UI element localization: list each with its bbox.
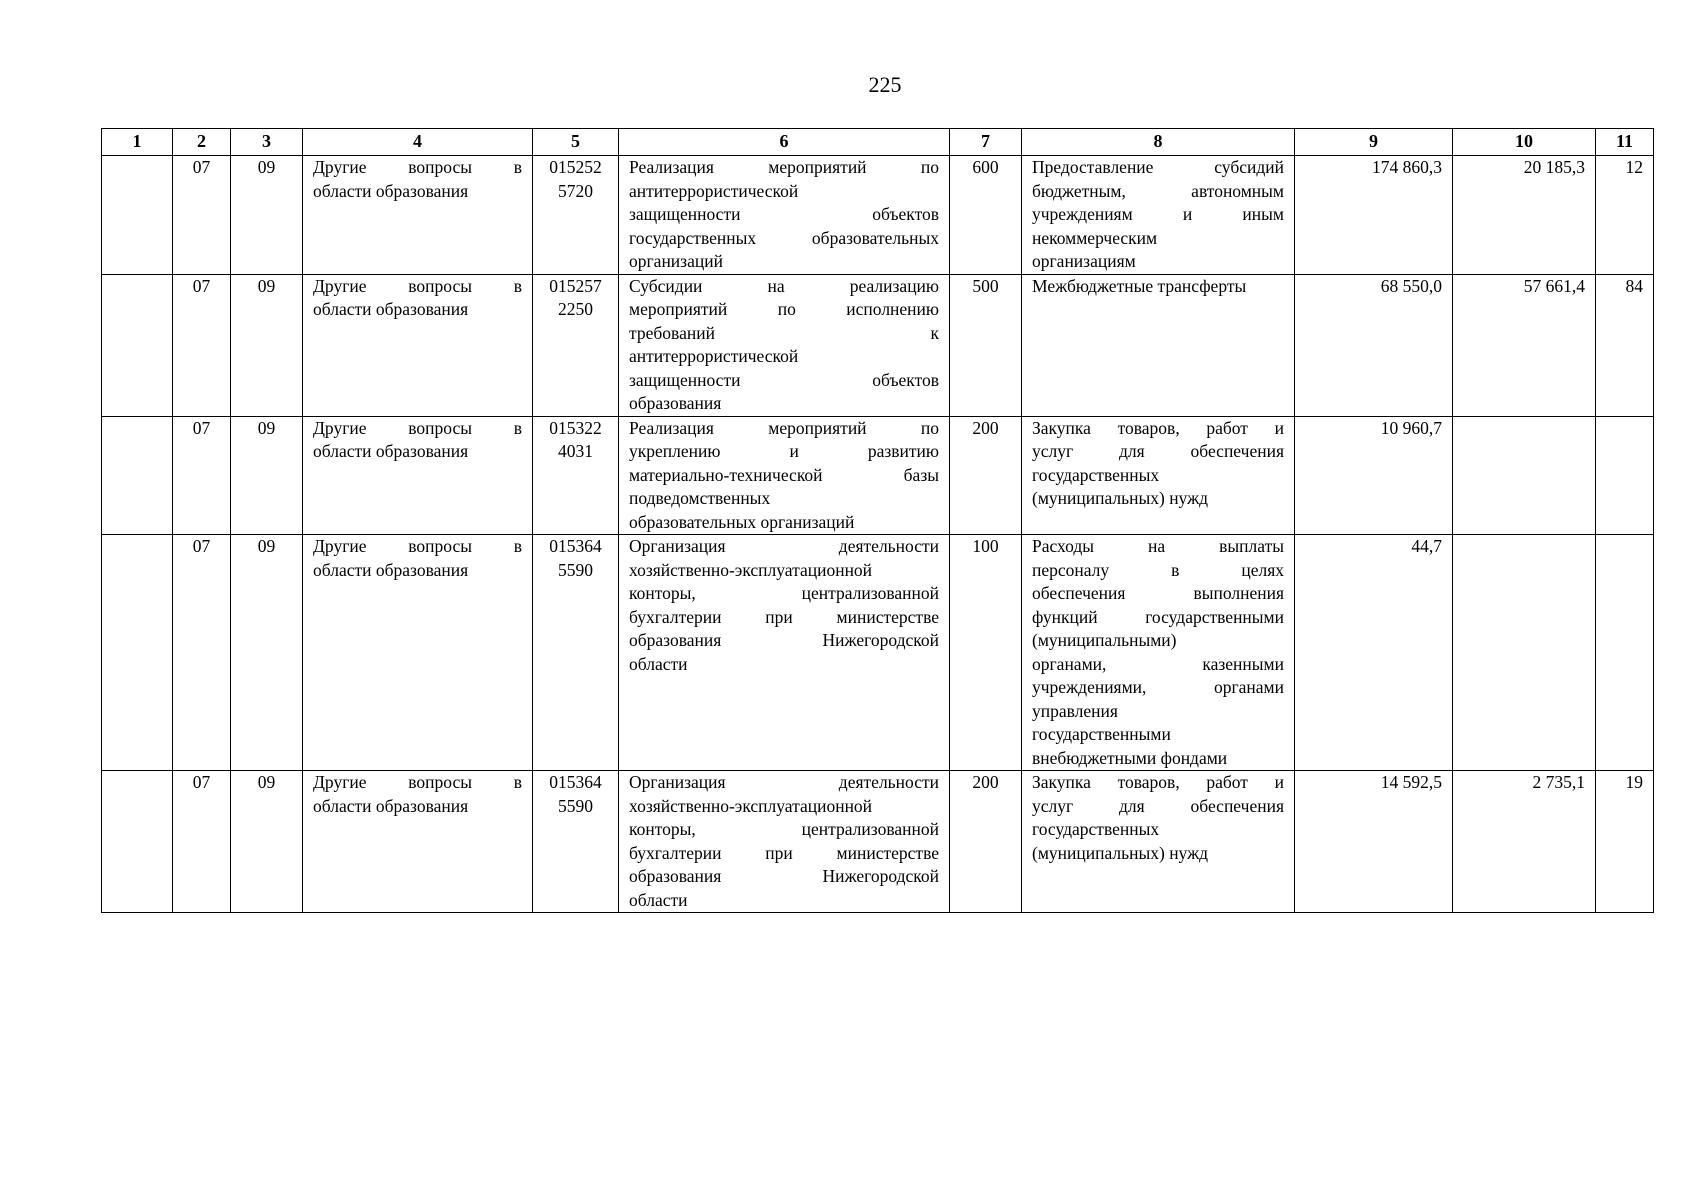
section-name-cell bbox=[303, 156, 533, 275]
header-cell: 11 bbox=[1596, 129, 1654, 156]
cell-line: укреплению и развитию bbox=[629, 441, 939, 461]
table-header-row bbox=[102, 129, 1654, 156]
section-code-cell: 07 bbox=[173, 156, 231, 275]
cell-line: 015257 bbox=[549, 275, 602, 296]
cell-line: области образования bbox=[313, 559, 469, 580]
cell-line: области bbox=[629, 889, 688, 910]
amount-col-11-cell: 12 bbox=[1596, 156, 1654, 275]
cell-line: защищенности объектов bbox=[629, 204, 939, 224]
amount-col-9-cell: 68 550,0 bbox=[1295, 274, 1453, 416]
cell-line: Организация деятельности bbox=[629, 536, 939, 556]
cell-line: хозяйственно-эксплуатационной bbox=[629, 559, 873, 580]
header-cell: 2 bbox=[173, 129, 231, 156]
expense-type-name-cell bbox=[1022, 274, 1295, 416]
amount-col-9-cell: 10 960,7 bbox=[1295, 416, 1453, 535]
expense-type-name-cell bbox=[1022, 416, 1295, 535]
cell-line: 5590 bbox=[558, 795, 593, 816]
budget-table bbox=[101, 128, 1654, 913]
amount-col-11-cell bbox=[1596, 535, 1654, 771]
cell-line: Другие вопросы в bbox=[313, 417, 522, 438]
table-row bbox=[102, 274, 1654, 416]
table-row bbox=[102, 771, 1654, 913]
section-name-cell bbox=[303, 535, 533, 771]
target-article-cell bbox=[533, 416, 619, 535]
cell-line: Межбюджетные трансферты bbox=[1032, 275, 1247, 296]
cell-line: Другие вопросы в bbox=[313, 157, 522, 177]
section-name-cell bbox=[303, 771, 533, 913]
expense-type-name-cell bbox=[1022, 156, 1295, 275]
cell-line: бухгалтерии при министерстве bbox=[629, 606, 939, 627]
cell-line: бюджетным, автономным bbox=[1032, 180, 1284, 201]
cell-line: Предоставление субсидий bbox=[1032, 157, 1284, 177]
col-1-cell bbox=[102, 535, 173, 771]
target-article-cell bbox=[533, 535, 619, 771]
section-code-cell: 07 bbox=[173, 274, 231, 416]
cell-line: (муниципальных) нужд bbox=[1032, 488, 1209, 508]
cell-line: учреждениями, органами bbox=[1032, 677, 1284, 697]
section-name-cell bbox=[303, 274, 533, 416]
cell-line: области образования bbox=[313, 299, 469, 319]
col-1-cell bbox=[102, 771, 173, 913]
cell-line: Закупка товаров, работ и bbox=[1032, 772, 1284, 792]
cell-line: 2250 bbox=[558, 299, 593, 319]
subsection-code-cell: 09 bbox=[231, 416, 303, 535]
cell-line: Расходы на выплаты bbox=[1032, 536, 1284, 556]
amount-col-9-cell: 44,7 bbox=[1295, 535, 1453, 771]
subsection-code-cell: 09 bbox=[231, 771, 303, 913]
col-1-cell bbox=[102, 274, 173, 416]
cell-line: образования Нижегородской bbox=[629, 866, 939, 886]
cell-line: некоммерческим bbox=[1032, 227, 1158, 248]
header-cell: 6 bbox=[619, 129, 950, 156]
subsection-code-cell: 09 bbox=[231, 156, 303, 275]
section-name-cell bbox=[303, 416, 533, 535]
cell-line: обеспечения выполнения bbox=[1032, 583, 1284, 603]
cell-line: персоналу в целях bbox=[1032, 559, 1284, 580]
cell-line: мероприятий по исполнению bbox=[629, 299, 939, 319]
cell-line: 4031 bbox=[558, 441, 593, 461]
cell-line: Другие вопросы в bbox=[313, 772, 522, 792]
cell-line: материально-технической базы bbox=[629, 464, 939, 485]
expense-type-cell: 100 bbox=[950, 535, 1022, 771]
cell-line: Организация деятельности bbox=[629, 772, 939, 792]
target-article-name-cell bbox=[619, 156, 950, 275]
table-row bbox=[102, 156, 1654, 275]
amount-col-10-cell: 20 185,3 bbox=[1453, 156, 1596, 275]
cell-line: Другие вопросы в bbox=[313, 275, 522, 296]
expense-type-cell: 600 bbox=[950, 156, 1022, 275]
expense-type-name-cell bbox=[1022, 771, 1295, 913]
cell-line: государственными bbox=[1032, 724, 1171, 744]
cell-line: услуг для обеспечения bbox=[1032, 795, 1284, 816]
cell-line: 5720 bbox=[558, 180, 593, 201]
cell-line: образовательных организаций bbox=[629, 511, 855, 532]
cell-line: области образования bbox=[313, 180, 469, 201]
section-code-cell: 07 bbox=[173, 771, 231, 913]
cell-line: государственных bbox=[1032, 464, 1160, 485]
cell-line: функций государственными bbox=[1032, 606, 1284, 627]
cell-line: Реализация мероприятий по bbox=[629, 157, 939, 177]
amount-col-10-cell bbox=[1453, 416, 1596, 535]
amount-col-10-cell: 57 661,4 bbox=[1453, 274, 1596, 416]
cell-line: образования Нижегородской bbox=[629, 630, 939, 650]
header-cell: 8 bbox=[1022, 129, 1295, 156]
cell-line: 015364 bbox=[549, 772, 602, 792]
target-article-cell bbox=[533, 274, 619, 416]
cell-line: учреждениям и иным bbox=[1032, 204, 1284, 224]
amount-col-10-cell: 2 735,1 bbox=[1453, 771, 1596, 913]
cell-line: управления bbox=[1032, 700, 1118, 721]
cell-line: требований к bbox=[629, 322, 939, 343]
cell-line: бухгалтерии при министерстве bbox=[629, 842, 939, 863]
subsection-code-cell: 09 bbox=[231, 274, 303, 416]
header-cell: 4 bbox=[303, 129, 533, 156]
cell-line: органами, казенными bbox=[1032, 653, 1284, 674]
amount-col-9-cell: 14 592,5 bbox=[1295, 771, 1453, 913]
cell-line: Субсидии на реализацию bbox=[629, 275, 939, 296]
cell-line: государственных bbox=[1032, 819, 1160, 839]
amount-col-11-cell: 19 bbox=[1596, 771, 1654, 913]
cell-line: хозяйственно-эксплуатационной bbox=[629, 795, 873, 816]
amount-col-11-cell bbox=[1596, 416, 1654, 535]
cell-line: подведомственных bbox=[629, 488, 771, 508]
cell-line: области образования bbox=[313, 795, 469, 816]
cell-line: услуг для обеспечения bbox=[1032, 441, 1284, 461]
cell-line: организациям bbox=[1032, 251, 1136, 271]
target-article-cell bbox=[533, 156, 619, 275]
cell-line: государственных образовательных bbox=[629, 227, 939, 248]
target-article-name-cell bbox=[619, 771, 950, 913]
cell-line: антитеррористической bbox=[629, 180, 799, 201]
cell-line: Реализация мероприятий по bbox=[629, 417, 939, 438]
target-article-name-cell bbox=[619, 274, 950, 416]
cell-line: Другие вопросы в bbox=[313, 536, 522, 556]
cell-line: (муниципальными) bbox=[1032, 630, 1177, 650]
header-cell: 5 bbox=[533, 129, 619, 156]
cell-line: конторы, централизованной bbox=[629, 819, 939, 839]
expense-type-cell: 200 bbox=[950, 771, 1022, 913]
header-cell: 10 bbox=[1453, 129, 1596, 156]
cell-line: 015322 bbox=[549, 417, 602, 438]
section-code-cell: 07 bbox=[173, 416, 231, 535]
cell-line: области образования bbox=[313, 441, 469, 461]
cell-line: Закупка товаров, работ и bbox=[1032, 417, 1284, 438]
cell-line: защищенности объектов bbox=[629, 369, 939, 390]
target-article-cell bbox=[533, 771, 619, 913]
cell-line: антитеррористической bbox=[629, 346, 799, 366]
header-cell: 1 bbox=[102, 129, 173, 156]
target-article-name-cell bbox=[619, 535, 950, 771]
page-number: 225 bbox=[868, 72, 902, 97]
subsection-code-cell: 09 bbox=[231, 535, 303, 771]
amount-col-11-cell: 84 bbox=[1596, 274, 1654, 416]
amount-col-9-cell: 174 860,3 bbox=[1295, 156, 1453, 275]
target-article-name-cell bbox=[619, 416, 950, 535]
table-row bbox=[102, 535, 1654, 771]
header-cell: 7 bbox=[950, 129, 1022, 156]
header-cell: 9 bbox=[1295, 129, 1453, 156]
expense-type-cell: 500 bbox=[950, 274, 1022, 416]
cell-line: образования bbox=[629, 393, 722, 413]
expense-type-name-cell bbox=[1022, 535, 1295, 771]
table-row bbox=[102, 416, 1654, 535]
cell-line: (муниципальных) нужд bbox=[1032, 842, 1209, 863]
amount-col-10-cell bbox=[1453, 535, 1596, 771]
col-1-cell bbox=[102, 156, 173, 275]
cell-line: внебюджетными фондами bbox=[1032, 747, 1228, 768]
cell-line: 5590 bbox=[558, 559, 593, 580]
expense-type-cell: 200 bbox=[950, 416, 1022, 535]
cell-line: 015252 bbox=[549, 157, 602, 177]
cell-line: области bbox=[629, 653, 688, 674]
header-cell: 3 bbox=[231, 129, 303, 156]
cell-line: организаций bbox=[629, 251, 723, 271]
cell-line: конторы, централизованной bbox=[629, 583, 939, 603]
cell-line: 015364 bbox=[549, 536, 602, 556]
section-code-cell: 07 bbox=[173, 535, 231, 771]
col-1-cell bbox=[102, 416, 173, 535]
